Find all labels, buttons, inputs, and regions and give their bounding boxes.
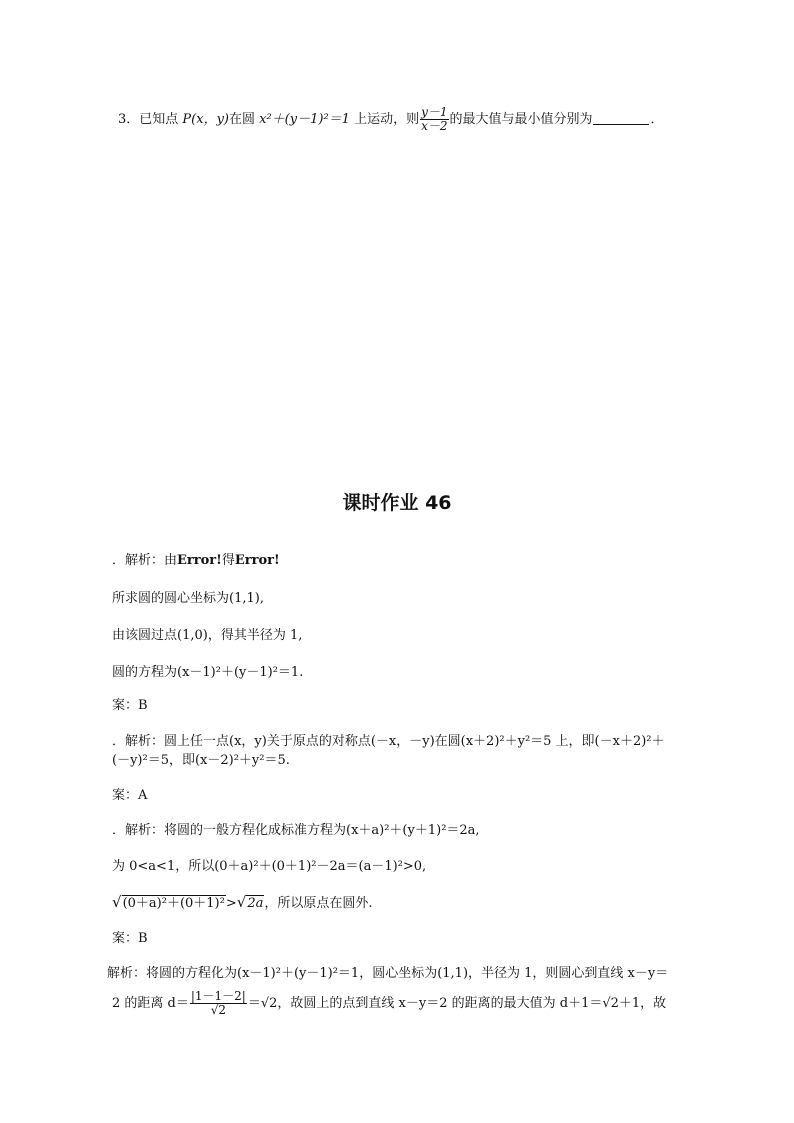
answer-3-line-3 bbox=[112, 893, 372, 913]
answer-3-line-2: 为 0<a<1，所以(0＋a)²＋(0＋1)²－2a＝(a－1)²>0, bbox=[112, 859, 427, 874]
circle-equation: x²＋(y－1)²＝1 bbox=[259, 112, 350, 127]
answer-4-conclusion: ＝√2，故圆上的点到直线 x－y＝2 的距离的最大值为 d＋1＝√2＋1，故 bbox=[247, 996, 667, 1011]
question-intro: 已知点 bbox=[139, 112, 183, 127]
answer-2-line-2: (－y)²＝5，即(x－2)²＋y²＝5. bbox=[112, 753, 290, 768]
answer-3-conclusion: ，所以原点在圆外. bbox=[264, 896, 373, 911]
error-text-2: Error! bbox=[234, 553, 280, 568]
answer-blank bbox=[593, 112, 649, 125]
error-text-1: Error! bbox=[177, 553, 222, 568]
sqrt-radicand-1: (0＋a)²＋(0＋1)² bbox=[122, 896, 225, 911]
distance-fraction bbox=[190, 990, 247, 1017]
answer-3-choice: 案：B bbox=[112, 931, 148, 946]
sqrt-expression-1: √(0＋a)²＋(0＋1)² bbox=[112, 893, 225, 911]
question-number: 3． bbox=[118, 112, 140, 127]
sqrt-radicand-2: 2a bbox=[247, 896, 264, 911]
answer-4-line-2 bbox=[112, 990, 666, 1017]
greater-sign: > bbox=[225, 896, 237, 911]
answer-1-line-2: 所求圆的圆心坐标为(1,1), bbox=[112, 591, 264, 606]
answer-1-prefix: ．解析：由 bbox=[112, 553, 178, 568]
answer-1-choice: 案：B bbox=[112, 698, 148, 713]
answer-4-line-1: 解析：将圆的方程化为(x－1)²＋(y－1)²＝1，圆心坐标为(1,1)，半径为 1，则圆心到直线 x－y＝ bbox=[107, 966, 669, 981]
page-title: 课时作业 46 bbox=[342, 492, 452, 514]
question-text-1: 在圆 bbox=[229, 112, 260, 127]
answer-3-line-1: ．解析：将圆的一般方程化成标准方程为(x＋a)²＋(y＋1)²＝2a, bbox=[112, 823, 480, 838]
ratio-fraction bbox=[420, 106, 448, 133]
point-label: P(x，y) bbox=[182, 112, 229, 127]
question-text-3: 的最大值与最小值分别为 bbox=[449, 112, 593, 127]
distance-numerator: |1－1－2| bbox=[190, 989, 246, 1003]
answer-1-mid: 得 bbox=[221, 553, 235, 568]
answer-2-choice: 案：A bbox=[112, 788, 148, 803]
distance-denominator: √2 bbox=[210, 1003, 226, 1017]
answer-2-line-1: ．解析：圆上任一点(x，y)关于原点的对称点(－x，－y)在圆(x＋2)²＋y²＝5 上，即(－x＋2)²＋ bbox=[112, 734, 665, 749]
fraction-numerator: y－1 bbox=[421, 105, 448, 119]
question-text-2: 上运动，则 bbox=[349, 112, 420, 127]
answer-1-line-4: 圆的方程为(x－1)²＋(y－1)²＝1. bbox=[112, 665, 304, 680]
question-end: ． bbox=[650, 112, 664, 127]
answer-1-line-3: 由该圆过点(1,0)，得其半径为 1, bbox=[112, 628, 303, 643]
answer-4-distance-label: 2 的距离 d＝ bbox=[112, 996, 189, 1011]
question-3 bbox=[118, 106, 664, 133]
sqrt-expression-2: √2a bbox=[236, 893, 264, 911]
fraction-denominator: x－2 bbox=[421, 119, 448, 133]
answer-1-line-1 bbox=[112, 552, 280, 570]
